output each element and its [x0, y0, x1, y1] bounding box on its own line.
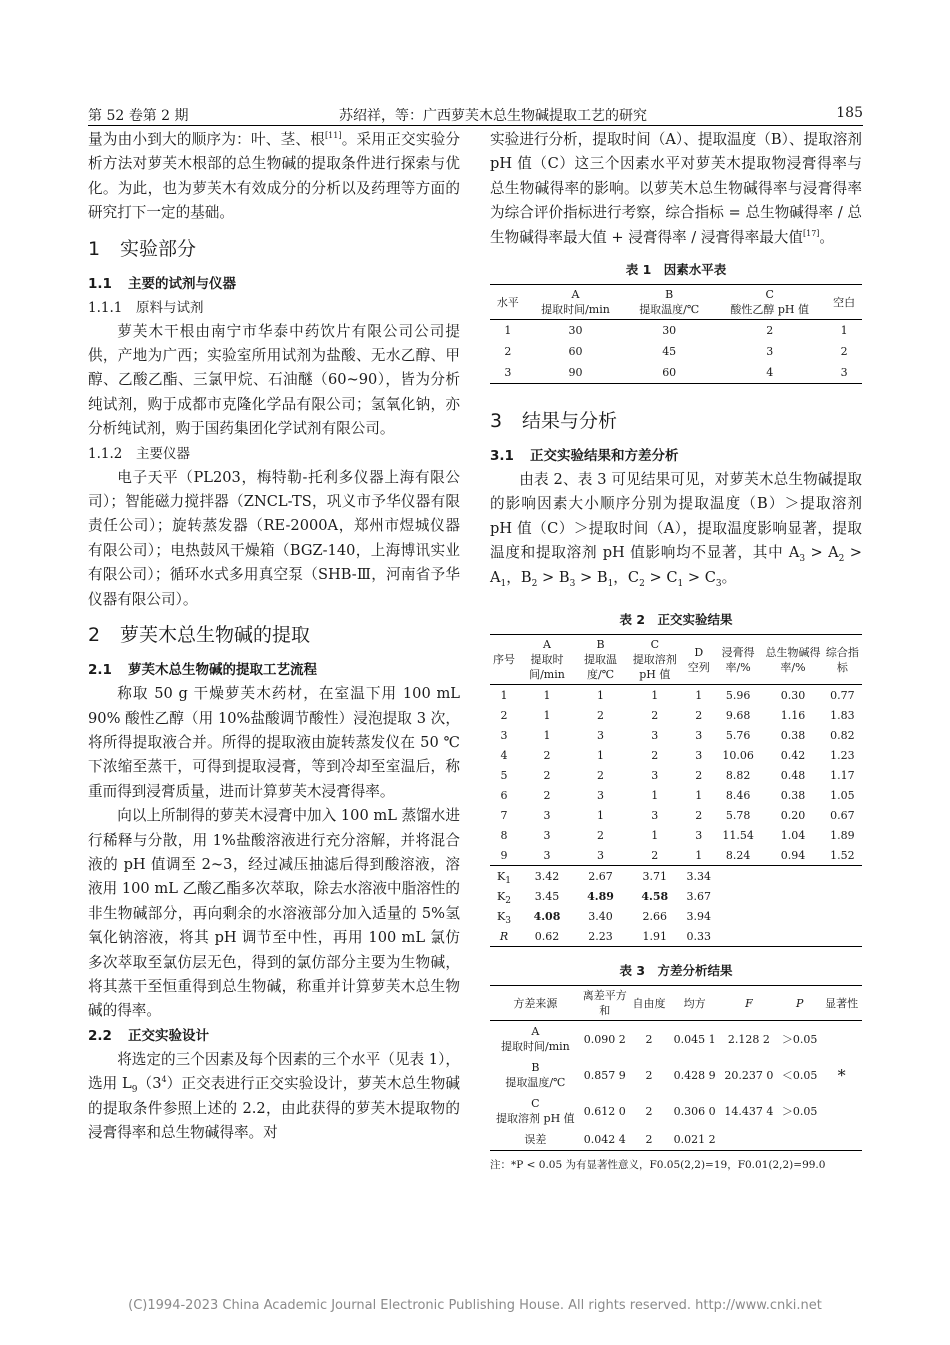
factor-order-b: $B_2 > B_3 > B_1$，: [520, 568, 628, 589]
factor-level-table: [490, 284, 862, 384]
table-row: 6 2 3 1 1 8.46 0.38 1.05: [500, 788, 855, 802]
table-row: C 提取溶剂 pH 值 0.612 0 2 0.306 0 14.437 4 ＞0.05: [496, 1097, 818, 1126]
article-title-header: 苏绍祥，等：广西萝芙木总生物碱提取工艺的研究: [339, 108, 647, 124]
table-header: 方差来源: [513, 996, 558, 1010]
reagents-paragraph: 萝芙木干根由南宁市华泰中药饮片有限公司公司提供，产地为广西；实验室所用试剂为盐酸、无水乙醇、甲醇、乙酸乙酯、三氯甲烷、石油醚（60~90），皆为分析纯试剂，购于成都市克隆化学品有限公司；氢氧化钠，亦分析纯试剂，购于国药集团化学试剂有限公司。: [88, 322, 460, 438]
table-3-caption: 表 3 方差分析结果: [619, 963, 733, 979]
table-3-note: 注：*P < 0.05 为有显著性意义，F0.05(2,2)=19，F0.01(2,2)=99.0: [490, 1159, 826, 1172]
table-header: C 酸性乙醇 pH 值: [730, 288, 810, 317]
process-paragraph-2: 向以上所制得的萝芙木浸膏中加入 100 mL 蒸馏水进行稀释与分散，用 1%盐酸溶液进行充分溶解，并将混合液的 pH 值调至 2~3，经过减压抽滤后得到酸溶液，溶液用 100 mL 乙酸乙酯多次萃取，除去水溶液中脂溶性的非生物碱部分，再向剩余的水溶液部分加入适量的 5%氢氧化钠溶液，将其 pH 调节至中性，再用 100 mL 氯仿多次萃取至氯仿层无色，得到的氯仿部分主要为生物碱，将其蒸干至恒重得到总生物碱，称重并计算萝芙木总生物碱的得率。: [88, 807, 460, 1020]
table-row: 4 2 1 2 3 10.06 0.42 1.23: [500, 748, 855, 762]
table-2-caption: 表 2 正交实验结果: [619, 612, 733, 628]
section-2-1-heading: 2.1 萝芙木总生物碱的提取工艺流程: [88, 662, 317, 679]
table-row: B 提取温度/℃ 0.857 9 2 0.428 9 20.237 0 ＜0.05 *: [505, 1061, 846, 1090]
instruments-paragraph: 电子天平（PL203，梅特勒-托利多仪器上海有限公司）；智能磁力搅拌器（ZNCL-TS，巩义市予华仪器有限责任公司）；旋转蒸发器（RE-2000A，郑州市煜城仪器有限公司）；电热鼓风干燥箱（BGZ-140，上海博讯实业有限公司）；循环水式多用真空泵（SHB-Ⅲ，河南省予华仪器有限公司）。: [88, 468, 460, 608]
results-paragraph: 由表 2、表 3 可见结果可见，对萝芙木总生物碱提取的影响因素大小顺序分别为提取温度（B）＞提取溶剂 pH 值（C）＞提取时间（A），提取温度影响显著，提取温度和提取溶剂 pH 值影响均不显著，其中 $A_3 > A_2 > A_1$，$B_2 > B_3 > B_1$，$C_2 > C_1 > C_3$。: [490, 471, 862, 589]
table-row: 5 2 2 3 2 8.82 0.48 1.17: [500, 768, 855, 782]
table-row: 1 1 1 1 1 5.96 0.30 0.77: [500, 688, 855, 702]
k-row: $K_3$ 4.08 3.40 2.66 3.94: [497, 909, 711, 926]
page-number: 185: [836, 105, 863, 121]
table-row: 2 60 45 3 2: [504, 345, 848, 359]
k-row: $K_1$ 3.42 2.67 3.71 3.34: [490, 866, 862, 887]
table-header: B 提取温度/℃: [639, 288, 700, 317]
section-2-heading: 2 萝芙木总生物碱的提取: [88, 624, 311, 647]
table-row: 2 1 2 2 2 9.68 1.16 1.83: [500, 708, 855, 722]
section-1-1-1-heading: 1.1.1 原料与试剂: [88, 299, 204, 316]
table-header: B 提取温度/℃: [584, 638, 618, 682]
factor-order-c: $C_2 > C_1 > C_3$。: [627, 568, 737, 589]
table-header: 水平: [496, 295, 519, 309]
table-header: 自由度: [632, 996, 666, 1010]
table-header: P: [795, 996, 804, 1010]
table-header: A 提取时间/min: [529, 638, 565, 682]
table-header: D 空列: [687, 645, 710, 674]
table-header: 序号: [493, 653, 515, 667]
table-row: 9 3 3 2 1 8.24 0.94 1.52: [500, 848, 855, 862]
table-header: C 提取溶剂 pH 值: [632, 638, 677, 682]
left-column: [88, 128, 460, 1145]
table-row: 1 30 30 2 1: [504, 324, 848, 338]
table-row: 8 3 2 1 3 11.54 1.04 1.89: [500, 828, 855, 842]
table-1-caption: 表 1 因素水平表: [625, 262, 727, 278]
table-header: 均方: [683, 996, 706, 1010]
section-2-2-heading: 2.2 正交实验设计: [88, 1027, 209, 1044]
table-header: 总生物碱得率/%: [765, 645, 821, 674]
section-3-heading: 3 结果与分析: [490, 410, 618, 433]
table-row: 7 3 1 3 2 5.78 0.20 0.67: [500, 808, 855, 822]
table-header: F: [745, 996, 753, 1010]
table-row: 误差 0.042 4 2 0.021 2: [490, 1129, 862, 1151]
table-header: 综合指标: [825, 645, 859, 674]
journal-volume: 第 52 卷第 2 期: [88, 108, 189, 124]
table-header: 浸膏得率/%: [721, 645, 755, 674]
design-paragraph: 将选定的三个因素及每个因素的三个水平（见表 1），选用 $L_9(3^4)$正交表进行正交实验设计，萝芙木总生物碱的提取条件参照上述的 2.2，由此获得的萝芙木提取物的浸膏得率和总生物碱得率。对: [88, 1050, 460, 1141]
table-header: 离差平方和: [582, 989, 627, 1018]
variance-analysis-table: [490, 985, 862, 1151]
copyright-footer: (C)1994-2023 China Academic Journal Electronic Publishing House. All rights reserved. http://www.cnki.net: [128, 1298, 822, 1313]
table-header: 空白: [833, 295, 856, 309]
table-header: A 提取时间/min: [541, 288, 610, 317]
table-row: 3 1 3 3 3 5.76 0.38 0.82: [500, 728, 855, 742]
table-header: 显著性: [825, 996, 859, 1010]
section-1-1-2-heading: 1.1.2 主要仪器: [88, 445, 190, 462]
factor-order-a: $A_3 > A_2 > A_1$，: [490, 544, 862, 589]
table-row: 3 90 60 4 3: [490, 362, 862, 384]
section-3-1-heading: 3.1 正交实验结果和方差分析: [490, 448, 679, 465]
running-header: [88, 103, 863, 126]
analysis-paragraph: 实验进行分析，提取时间（A）、提取温度（B）、提取溶剂 pH 值（C）这三个因素水平对萝芙木提取物浸膏得率与总生物碱得率的影响。以萝芙木总生物碱得率与浸膏得率为综合评价指标进行考察，综合指标 = 总生物碱得率 / 总生物碱得率最大值 + 浸膏得率 / 浸膏得率最大值[17]。: [490, 131, 862, 246]
process-paragraph-1: 称取 50 g 干燥萝芙木药材，在室温下用 100 mL 90% 酸性乙醇（用 10%盐酸调节酸性）浸泡提取 3 次，将所得提取液合并。所得的提取液由旋转蒸发仪在 50 ℃下浓缩至蒸干，可得到提取浸膏，等到冷却至室温后，称重而得到浸膏质量，进而计算萝芙木浸膏得率。: [88, 685, 460, 800]
k-row: R 0.62 2.23 1.91 0.33: [490, 926, 862, 947]
k-row: $K_2$ 3.45 4.89 4.58 3.67: [497, 889, 711, 906]
intro-paragraph: 量为由小到大的顺序为：叶、茎、根[11]。采用正交实验分析方法对萝芙木根部的总生物碱的提取条件进行探索与优化。为此，也为萝芙木有效成分的分析以及药理等方面的研究打下一定的基础。: [88, 131, 460, 222]
right-column: [490, 128, 862, 1173]
section-1-1-heading: 1.1 主要的试剂与仪器: [88, 275, 236, 292]
section-1-heading: 1 实验部分: [88, 237, 197, 260]
table-row: A 提取时间/min 0.090 2 2 0.045 1 2.128 2 ＞0.05: [500, 1025, 818, 1054]
orthogonal-results-table: [490, 634, 862, 947]
